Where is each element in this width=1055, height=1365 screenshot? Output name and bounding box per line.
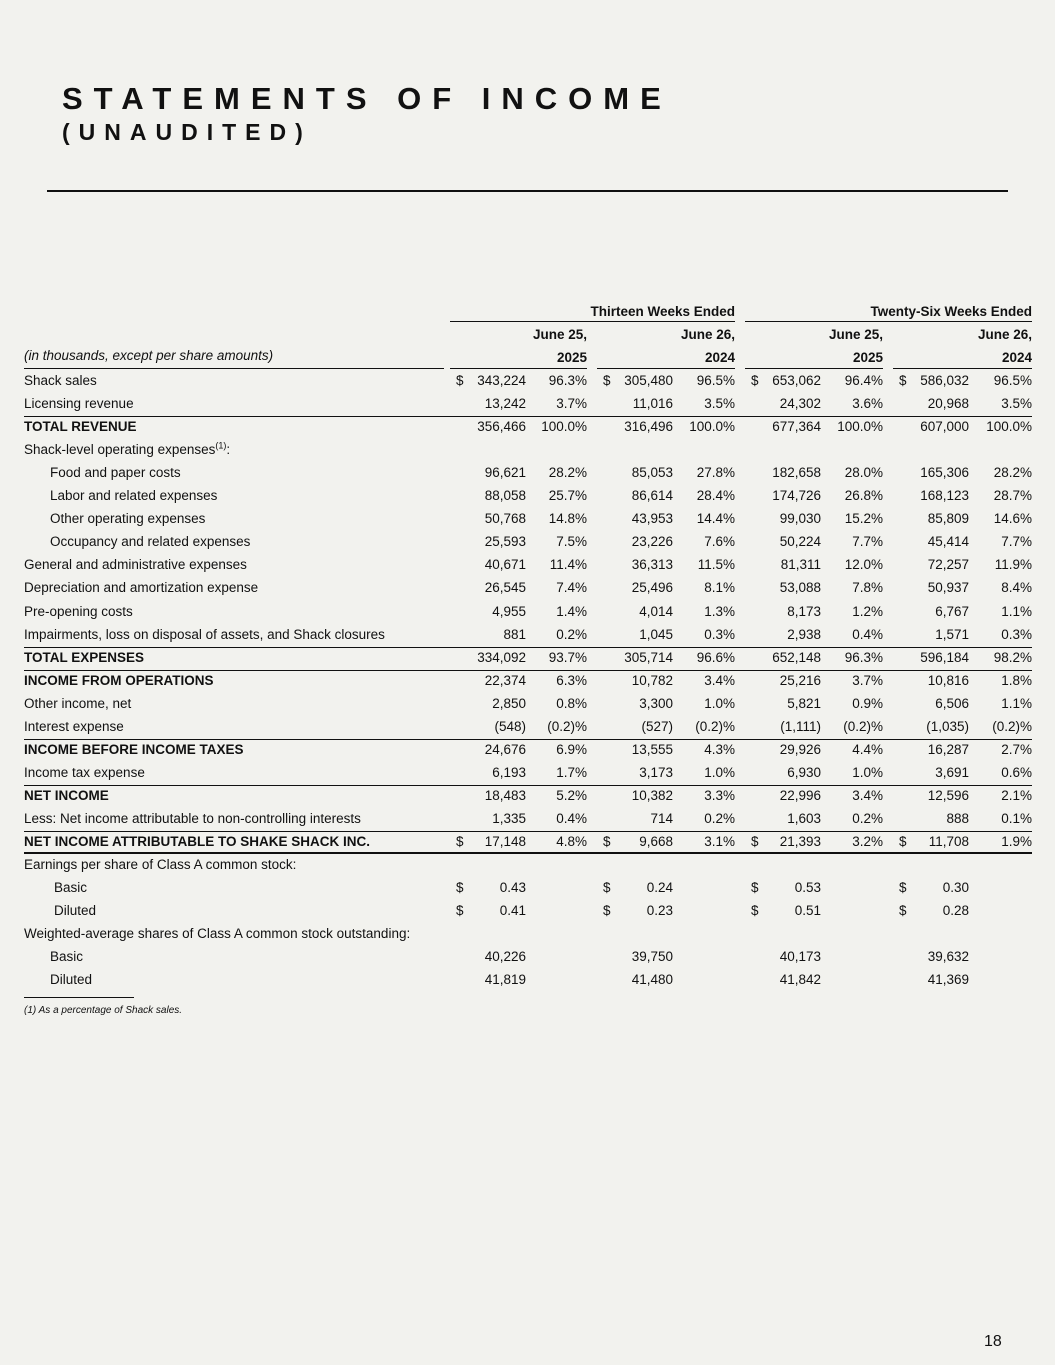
column-header-rule (597, 368, 735, 369)
row-value: 39,632 (927, 949, 969, 964)
column-year-header: 2024 (1001, 350, 1032, 365)
dollar-sign: $ (456, 880, 464, 895)
row-percent: 1.7% (556, 765, 587, 780)
row-percent: 3.5% (1001, 396, 1032, 411)
row-value: 25,496 (631, 580, 673, 595)
row-value: 86,614 (631, 488, 673, 503)
column-header-rule (24, 368, 444, 369)
row-value: 12,596 (927, 788, 969, 803)
row-value: 39,750 (631, 949, 673, 964)
row-percent: 96.3% (548, 373, 587, 388)
row-label: Occupancy and related expenses (50, 534, 251, 549)
row-value: 45,414 (927, 534, 969, 549)
row-percent: 26.8% (844, 488, 883, 503)
row-value: 5,821 (787, 696, 821, 711)
row-value: 40,173 (779, 949, 821, 964)
row-value: 8,173 (787, 604, 821, 619)
row-value: 41,369 (927, 972, 969, 987)
row-percent: 6.9% (556, 742, 587, 757)
column-date-header: June 26, (977, 327, 1032, 342)
row-value: 1,571 (935, 627, 969, 642)
row-percent: 7.8% (852, 580, 883, 595)
row-label: Pre-opening costs (24, 604, 133, 619)
row-value: 0.28 (942, 903, 969, 918)
row-percent: 3.6% (852, 396, 883, 411)
row-percent: 100.0% (837, 419, 883, 434)
dollar-sign: $ (456, 834, 464, 849)
dollar-sign: $ (456, 903, 464, 918)
row-value: 9,668 (639, 834, 673, 849)
group-header-rule (745, 321, 1032, 322)
row-value: 174,726 (772, 488, 821, 503)
row-value: 11,016 (632, 396, 673, 411)
row-percent: 1.2% (852, 604, 883, 619)
row-value: 586,032 (920, 373, 969, 388)
row-value: 652,148 (772, 650, 821, 665)
row-percent: 0.3% (1001, 627, 1032, 642)
row-value: 881 (503, 627, 526, 642)
row-percent: 0.1% (1001, 811, 1032, 826)
row-percent: 1.9% (1001, 834, 1032, 849)
row-label: Diluted (50, 972, 93, 987)
row-percent: 4.8% (556, 834, 587, 849)
row-value: 6,193 (492, 765, 526, 780)
row-label: Food and paper costs (50, 465, 181, 480)
row-label: Labor and related expenses (50, 488, 218, 503)
row-value: 316,496 (624, 419, 673, 434)
row-value: 596,184 (920, 650, 969, 665)
row-value: 85,809 (927, 511, 969, 526)
row-value: 25,593 (484, 534, 526, 549)
row-label: Weighted-average shares of Class A common stock outstanding: (24, 926, 411, 941)
row-percent: 11.9% (994, 557, 1032, 572)
row-percent: 3.7% (556, 396, 587, 411)
row-percent: 12.0% (844, 557, 883, 572)
row-percent: 7.7% (1001, 534, 1032, 549)
row-value: 343,224 (477, 373, 526, 388)
row-value: (548) (494, 719, 526, 734)
row-percent: 0.3% (704, 627, 735, 642)
row-value: 6,506 (935, 696, 969, 711)
column-year-header: 2025 (556, 350, 587, 365)
row-percent: 14.6% (993, 511, 1032, 526)
row-percent: 5.2% (556, 788, 587, 803)
row-percent: 1.3% (704, 604, 735, 619)
column-year-header: 2025 (852, 350, 883, 365)
row-percent: 6.3% (556, 673, 587, 688)
column-date-header: June 25, (532, 327, 587, 342)
row-value: (1,035) (926, 719, 969, 734)
row-value: 1,335 (492, 811, 526, 826)
row-label: Basic (50, 949, 84, 964)
row-percent: 2.1% (1001, 788, 1032, 803)
page-title: STATEMENTS OF INCOME (62, 81, 672, 116)
row-divider (24, 647, 1032, 648)
row-percent: 1.1% (1001, 604, 1032, 619)
page-number: 18 (984, 1333, 1002, 1350)
group-header-rule (450, 321, 735, 322)
row-percent: 8.1% (704, 580, 735, 595)
row-percent: 4.3% (704, 742, 735, 757)
row-percent: (0.2)% (992, 719, 1032, 734)
row-percent: (0.2)% (547, 719, 587, 734)
row-percent: 8.4% (1001, 580, 1032, 595)
group-header-twenty-six-weeks: Twenty-Six Weeks Ended (870, 304, 1032, 319)
row-label: TOTAL EXPENSES (24, 650, 145, 665)
column-date-header: June 26, (680, 327, 735, 342)
row-value: 0.24 (646, 880, 673, 895)
row-divider (24, 785, 1032, 786)
row-percent: 96.5% (696, 373, 735, 388)
row-value: 10,816 (927, 673, 969, 688)
row-value: (1,111) (780, 719, 821, 734)
row-value: 23,226 (631, 534, 673, 549)
row-value: 1,603 (787, 811, 821, 826)
row-value: 41,819 (484, 972, 526, 987)
row-value: (527) (641, 719, 673, 734)
row-value: 26,545 (484, 580, 526, 595)
row-value: 96,621 (484, 465, 526, 480)
row-percent: 3.2% (852, 834, 883, 849)
row-value: 2,938 (787, 627, 821, 642)
row-value: 72,257 (927, 557, 969, 572)
row-percent: 27.8% (696, 465, 735, 480)
row-percent: 100.0% (541, 419, 587, 434)
row-percent: 1.8% (1001, 673, 1032, 688)
row-percent: 1.4% (556, 604, 587, 619)
row-divider (24, 739, 1032, 740)
row-value: 4,014 (639, 604, 673, 619)
row-value: 85,053 (631, 465, 673, 480)
row-percent: 3.5% (704, 396, 735, 411)
row-label: General and administrative expenses (24, 557, 247, 572)
row-value: 24,676 (484, 742, 526, 757)
row-value: 50,768 (484, 511, 526, 526)
row-percent: 1.1% (1001, 696, 1032, 711)
footnote: (1) As a percentage of Shack sales. (24, 1005, 183, 1016)
row-value: 40,671 (484, 557, 526, 572)
row-label: TOTAL REVENUE (24, 419, 137, 434)
row-value: 182,658 (772, 465, 821, 480)
row-percent: 3.1% (704, 834, 735, 849)
group-header-thirteen-weeks: Thirteen Weeks Ended (590, 304, 735, 319)
dollar-sign: $ (751, 373, 759, 388)
row-percent: 0.2% (852, 811, 883, 826)
row-value: 10,782 (631, 673, 673, 688)
row-value: 0.23 (646, 903, 673, 918)
row-label: Basic (54, 880, 88, 895)
row-percent: 7.4% (556, 580, 587, 595)
row-label: Depreciation and amortization expense (24, 580, 259, 595)
row-percent: 4.4% (852, 742, 883, 757)
row-percent: 28.2% (548, 465, 587, 480)
row-value: 24,302 (779, 396, 821, 411)
dollar-sign: $ (899, 903, 907, 918)
column-date-header: June 25, (828, 327, 883, 342)
row-value: 2,850 (492, 696, 526, 711)
column-header-rule (893, 368, 1032, 369)
row-value: 0.41 (499, 903, 526, 918)
row-percent: (0.2)% (695, 719, 735, 734)
title-divider (47, 190, 1008, 192)
row-percent: 0.9% (852, 696, 883, 711)
row-percent: 2.7% (1001, 742, 1032, 757)
row-value: 36,313 (631, 557, 673, 572)
row-percent: 28.4% (696, 488, 735, 503)
row-divider (24, 670, 1032, 671)
row-percent: 0.4% (852, 627, 883, 642)
dollar-sign: $ (899, 834, 907, 849)
row-percent: 28.2% (993, 465, 1032, 480)
row-value: 6,767 (935, 604, 969, 619)
row-percent: 11.4% (549, 557, 587, 572)
row-percent: 7.5% (556, 534, 587, 549)
row-percent: 7.7% (852, 534, 883, 549)
dollar-sign: $ (603, 373, 611, 388)
row-value: 41,480 (631, 972, 673, 987)
row-percent: 3.3% (704, 788, 735, 803)
row-percent: 1.0% (852, 765, 883, 780)
row-value: 0.51 (794, 903, 821, 918)
row-value: 334,092 (477, 650, 526, 665)
page-subtitle: (UNAUDITED) (62, 119, 312, 145)
row-value: 50,937 (927, 580, 969, 595)
row-percent: 1.0% (704, 765, 735, 780)
row-divider (24, 831, 1032, 832)
row-value: 99,030 (779, 511, 821, 526)
row-percent: 0.4% (556, 811, 587, 826)
row-percent: 3.4% (704, 673, 735, 688)
row-value: 22,374 (484, 673, 526, 688)
row-label: NET INCOME (24, 788, 109, 803)
row-value: 16,287 (927, 742, 969, 757)
row-divider (24, 416, 1032, 417)
column-header-rule (450, 368, 587, 369)
row-value: 1,045 (639, 627, 673, 642)
row-value: 3,691 (935, 765, 969, 780)
row-value: 0.30 (942, 880, 969, 895)
row-value: 29,926 (779, 742, 821, 757)
row-label: Other operating expenses (50, 511, 206, 526)
row-percent: 15.2% (844, 511, 883, 526)
row-value: 17,148 (484, 834, 526, 849)
row-value: 21,393 (779, 834, 821, 849)
row-percent: 3.7% (852, 673, 883, 688)
dollar-sign: $ (751, 880, 759, 895)
row-percent: 0.2% (704, 811, 735, 826)
row-percent: 96.4% (844, 373, 883, 388)
row-value: 50,224 (779, 534, 821, 549)
row-label: Other income, net (24, 696, 132, 711)
row-value: 714 (650, 811, 673, 826)
row-percent: 96.3% (844, 650, 883, 665)
row-value: 41,842 (779, 972, 821, 987)
row-value: 168,123 (920, 488, 969, 503)
dollar-sign: $ (751, 903, 759, 918)
row-percent: 0.6% (1001, 765, 1032, 780)
row-label: NET INCOME ATTRIBUTABLE TO SHAKE SHACK INC. (24, 834, 370, 849)
row-percent: 14.4% (696, 511, 735, 526)
row-percent: 100.0% (689, 419, 735, 434)
row-value: 0.43 (499, 880, 526, 895)
row-value: 0.53 (794, 880, 821, 895)
row-label: Impairments, loss on disposal of assets, and Shack closures (24, 627, 385, 642)
row-percent: 1.0% (704, 696, 735, 711)
row-percent: 96.6% (696, 650, 735, 665)
dollar-sign: $ (751, 834, 759, 849)
row-percent: 3.4% (852, 788, 883, 803)
row-value: 13,242 (484, 396, 526, 411)
row-value: 4,955 (492, 604, 526, 619)
row-percent: 7.6% (704, 534, 735, 549)
row-value: 3,300 (639, 696, 673, 711)
row-label: Earnings per share of Class A common stock: (24, 857, 297, 872)
row-value: 43,953 (631, 511, 673, 526)
row-value: 18,483 (484, 788, 526, 803)
row-label: INCOME FROM OPERATIONS (24, 673, 214, 688)
dollar-sign: $ (603, 880, 611, 895)
row-percent: 0.2% (556, 627, 587, 642)
row-value: 653,062 (772, 373, 821, 388)
row-percent: 93.7% (548, 650, 587, 665)
row-value: 11,708 (928, 834, 969, 849)
row-value: 88,058 (484, 488, 526, 503)
column-year-header: 2024 (704, 350, 735, 365)
dollar-sign: $ (603, 834, 611, 849)
row-value: 40,226 (484, 949, 526, 964)
row-label: Interest expense (24, 719, 124, 734)
row-value: 6,930 (787, 765, 821, 780)
row-label: Income tax expense (24, 765, 145, 780)
row-value: 25,216 (779, 673, 821, 688)
row-percent: 96.5% (993, 373, 1032, 388)
footnote-divider (24, 997, 134, 998)
row-value: 3,173 (639, 765, 673, 780)
row-label: Licensing revenue (24, 396, 134, 411)
units-label: (in thousands, except per share amounts) (24, 348, 274, 363)
dollar-sign: $ (899, 880, 907, 895)
row-value: 13,555 (631, 742, 673, 757)
row-label: Less: Net income attributable to non-controlling interests (24, 811, 361, 826)
row-label: Diluted (54, 903, 97, 918)
row-label: INCOME BEFORE INCOME TAXES (24, 742, 244, 757)
row-percent: 100.0% (986, 419, 1032, 434)
row-value: 22,996 (779, 788, 821, 803)
row-value: 165,306 (920, 465, 969, 480)
row-divider-double (24, 852, 1032, 854)
row-percent: 11.5% (697, 557, 735, 572)
row-value: 305,480 (624, 373, 673, 388)
row-percent: 28.0% (844, 465, 883, 480)
dollar-sign: $ (899, 373, 907, 388)
column-header-rule (745, 368, 883, 369)
row-value: 53,088 (779, 580, 821, 595)
row-value: 305,714 (624, 650, 673, 665)
row-value: 607,000 (920, 419, 969, 434)
row-percent: 0.8% (556, 696, 587, 711)
row-percent: 14.8% (548, 511, 587, 526)
row-percent: 28.7% (993, 488, 1032, 503)
row-value: 888 (946, 811, 969, 826)
row-label: Shack sales (24, 373, 97, 388)
row-value: 677,364 (772, 419, 821, 434)
row-value: 20,968 (927, 396, 969, 411)
row-value: 81,311 (780, 557, 821, 572)
dollar-sign: $ (603, 903, 611, 918)
row-value: 356,466 (477, 419, 526, 434)
row-label: Shack-level operating expenses$^{(1)}$: (24, 440, 231, 457)
dollar-sign: $ (456, 373, 464, 388)
row-percent: 98.2% (993, 650, 1032, 665)
row-value: 10,382 (631, 788, 673, 803)
row-percent: (0.2)% (843, 719, 883, 734)
row-percent: 25.7% (548, 488, 587, 503)
